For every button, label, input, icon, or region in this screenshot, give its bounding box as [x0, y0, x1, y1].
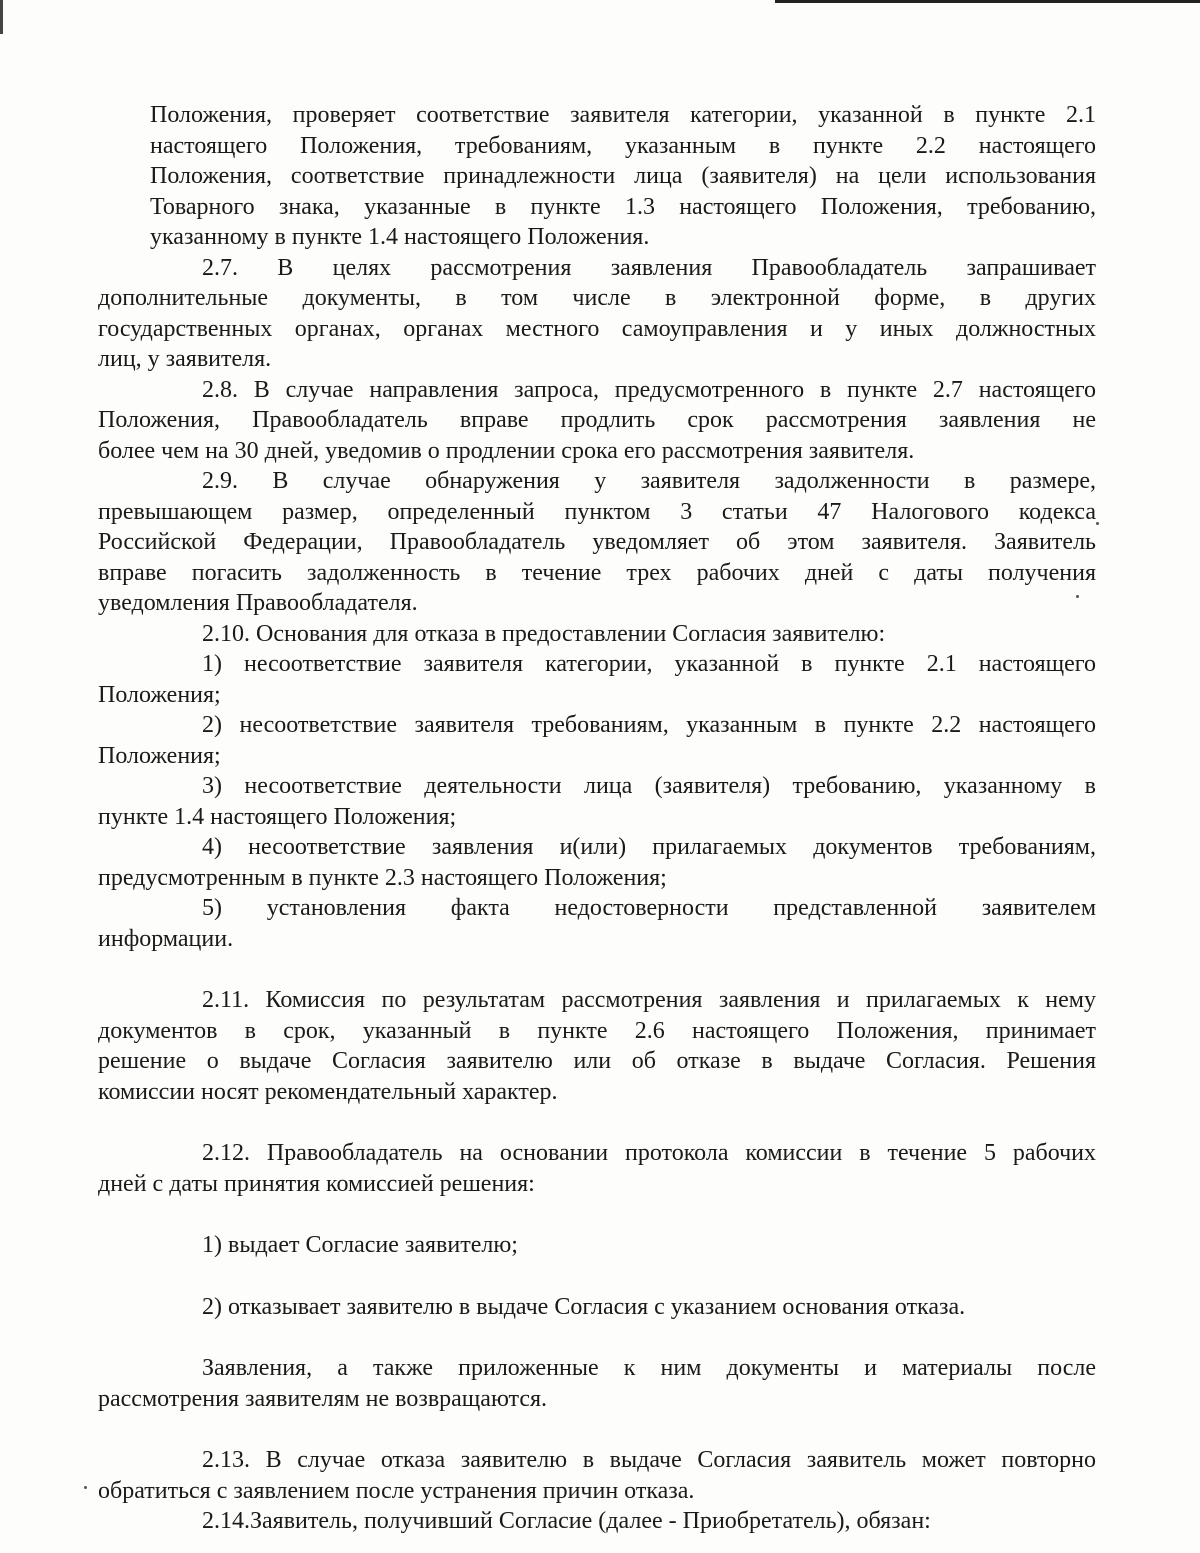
text-line: решение о выдаче Согласия заявителю или об отказе в выдаче Согласия. Решения	[98, 1048, 1096, 1074]
text-line: вправе погасить задолженность в течение трех рабочих дней с даты получения	[98, 559, 1096, 586]
text-line: 2.9. В случае обнаружения у заявителя задолженности в размере,	[202, 468, 1096, 494]
text-line: 2) несоответствие заявителя требованиям, указанным в пункте 2.2 настоящего	[202, 712, 1096, 738]
scan-speck	[1096, 522, 1099, 525]
text-line: 2.8. В случае направления запроса, предусмотренного в пункте 2.7 настоящего	[202, 376, 1096, 403]
text-line: 1) несоответствие заявителя категории, указанной в пункте 2.1 настоящего	[202, 651, 1096, 677]
paragraph-2-12	[98, 1138, 1096, 1199]
text-line: предусмотренным в пункте 2.3 настоящего Положения;	[98, 864, 667, 891]
scan-border-left	[0, 0, 3, 34]
text-line: настоящего Положения, требованиям, указанным в пункте 2.2 настоящего	[150, 132, 1096, 159]
text-line: Российской Федерации, Правообладатель уведомляет об этом заявителя. Заявитель	[98, 529, 1096, 555]
list-item-2	[98, 710, 1096, 771]
text-line: уведомления Правообладателя.	[98, 590, 418, 616]
text-line: Положения, Правообладатель вправе продлить срок рассмотрения заявления не	[98, 407, 1096, 433]
text-line: Положения;	[98, 742, 221, 769]
text-line: обратиться с заявлением после устранения причин отказа.	[98, 1477, 695, 1504]
list-item-5	[98, 893, 1096, 954]
text-line: Положения;	[98, 681, 221, 708]
scan-border-top	[775, 0, 1200, 3]
paragraph-return-note	[98, 1353, 1096, 1414]
text-line: рассмотрения заявителям не возвращаются.	[98, 1385, 548, 1412]
text-line: Товарного знака, указанные в пункте 1.3 настоящего Положения, требованию,	[150, 193, 1096, 220]
list-item-issue	[150, 1230, 1096, 1261]
paragraph-2-13	[98, 1445, 1096, 1506]
text-line: 2.10. Основания для отказа в предоставлении Согласия заявителю:	[202, 620, 886, 647]
text-line: 2.7. В целях рассмотрения заявления Правообладатель запрашивает	[202, 254, 1096, 281]
list-item-4	[98, 832, 1096, 893]
text-line: Положения, проверяет соответствие заявителя категории, указанной в пункте 2.1	[150, 102, 1096, 128]
paragraph-2-10	[150, 619, 1096, 650]
document-body	[98, 100, 1096, 1537]
text-line: пункте 1.4 настоящего Положения;	[98, 803, 457, 830]
text-line: 4) несоответствие заявления и(или) прилагаемых документов требованиям,	[202, 834, 1096, 860]
text-line: 2) отказывает заявителю в выдаче Согласия с указанием основания отказа.	[202, 1293, 966, 1320]
text-line: 5) установления факта недостоверности представленной заявителем	[202, 895, 1096, 921]
text-line: лиц, у заявителя.	[98, 346, 272, 372]
text-line: государственных органах, органах местного самоуправления и у иных должностных	[98, 315, 1096, 342]
text-line: дополнительные документы, в том числе в электронной форме, в других	[98, 285, 1096, 311]
paragraph-continuation	[150, 100, 1096, 253]
text-line: указанному в пункте 1.4 настоящего Положения.	[150, 224, 650, 250]
text-line: комиссии носят рекомендательный характер.	[98, 1078, 558, 1105]
text-line: превышающем размер, определенный пунктом 3 статьи 47 Налогового кодекса	[98, 498, 1096, 525]
list-item-3	[98, 771, 1096, 832]
text-line: информации.	[98, 925, 234, 952]
paragraph-2-11	[98, 985, 1096, 1107]
text-line: 3) несоответствие деятельности лица (заявителя) требованию, указанному в	[202, 773, 1096, 799]
list-item-refuse	[150, 1292, 1096, 1323]
text-line: 2.11. Комиссия по результатам рассмотрения заявления и прилагаемых к нему	[202, 987, 1096, 1013]
text-line: дней с даты принятия комиссией решения:	[98, 1170, 535, 1197]
text-line: более чем на 30 дней, уведомив о продлении срока его рассмотрения заявителя.	[98, 437, 915, 464]
paragraph-2-14	[150, 1506, 1096, 1537]
text-line: документов в срок, указанный в пункте 2.6 настоящего Положения, принимает	[98, 1017, 1096, 1044]
text-line: Положения, соответствие принадлежности лица (заявителя) на цели использования	[150, 163, 1096, 189]
paragraph-2-8	[98, 375, 1096, 467]
text-line: 2.13. В случае отказа заявителю в выдаче Согласия заявитель может повторно	[202, 1447, 1096, 1473]
paragraph-2-7	[98, 253, 1096, 375]
text-line: 2.14.Заявитель, получивший Согласие (далее - Приобретатель), обязан:	[202, 1508, 931, 1534]
list-item-1	[98, 649, 1096, 710]
text-line: 2.12. Правообладатель на основании протокола комиссии в течение 5 рабочих	[202, 1140, 1096, 1166]
text-line: 1) выдает Согласие заявителю;	[202, 1232, 518, 1258]
paragraph-2-9	[98, 466, 1096, 619]
scan-speck	[84, 1486, 87, 1489]
text-line: Заявления, а также приложенные к ним документы и материалы после	[202, 1355, 1096, 1381]
